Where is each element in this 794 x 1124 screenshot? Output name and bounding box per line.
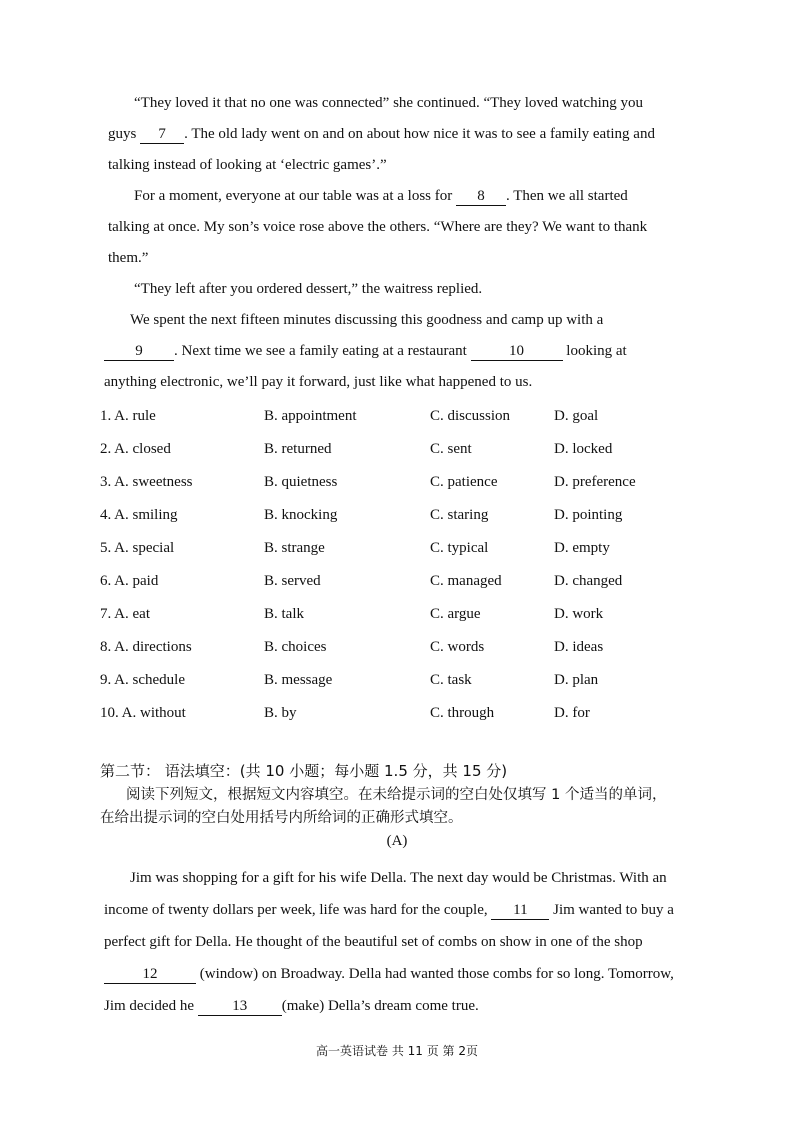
option-d[interactable]: D. pointing: [554, 507, 623, 523]
option-c[interactable]: C. typical: [430, 540, 489, 556]
blank-13[interactable]: 13: [198, 997, 282, 1016]
option-b[interactable]: B. returned: [264, 441, 332, 457]
blank-8[interactable]: 8: [456, 187, 506, 206]
option-c[interactable]: C. managed: [430, 573, 502, 589]
option-c[interactable]: C. sent: [430, 441, 472, 457]
option-d[interactable]: D. work: [554, 606, 604, 622]
option-b[interactable]: B. appointment: [264, 408, 357, 424]
option-row-7: [100, 600, 680, 633]
option-a[interactable]: 7. A. eat: [100, 606, 150, 622]
option-row-3: [100, 468, 680, 501]
option-b[interactable]: B. quietness: [264, 474, 338, 490]
option-a[interactable]: 10. A. without: [100, 705, 186, 721]
option-a[interactable]: 6. A. paid: [100, 573, 159, 589]
option-d[interactable]: D. goal: [554, 408, 599, 424]
page-footer: 高一英语试卷 共 11 页 第 2页: [316, 1044, 478, 1058]
option-b[interactable]: B. choices: [264, 639, 327, 655]
passage-paragraph-2: For a moment, everyone at our table was at a loss for 8 . Then we all started talking at once. My son’s voice rose above the others. “Where are they? We want to thank them.”: [108, 188, 648, 266]
option-d[interactable]: D. plan: [554, 672, 599, 688]
option-c[interactable]: C. argue: [430, 606, 481, 622]
option-a[interactable]: 5. A. special: [100, 540, 175, 556]
option-b[interactable]: B. talk: [264, 606, 304, 622]
option-row-10: [100, 699, 680, 732]
option-b[interactable]: B. by: [264, 705, 297, 721]
blank-10[interactable]: 10: [471, 342, 563, 361]
option-row-1: [100, 402, 680, 435]
option-c[interactable]: C. task: [430, 672, 472, 688]
blank-11[interactable]: 11: [491, 901, 549, 920]
option-a[interactable]: 2. A. closed: [100, 441, 171, 457]
passage-paragraph-4: We spent the next fifteen minutes discussing this goodness and camp up with a 9 . Next time we see a family eating at a restaurant 10 looking at anything electronic, we’ll pay it forward, just like what happened to us.: [104, 312, 627, 390]
option-a[interactable]: 4. A. smiling: [100, 507, 178, 523]
passage-paragraph-3: “They left after you ordered dessert,” the waitress replied.: [134, 281, 483, 297]
option-b[interactable]: B. strange: [264, 540, 325, 556]
option-c[interactable]: C. through: [430, 705, 495, 721]
option-d[interactable]: D. changed: [554, 573, 623, 589]
blank-7[interactable]: 7: [140, 125, 184, 144]
option-c[interactable]: C. staring: [430, 507, 489, 523]
option-c[interactable]: C. discussion: [430, 408, 511, 424]
option-row-6: [100, 567, 680, 600]
option-row-9: [100, 666, 680, 699]
option-d[interactable]: D. preference: [554, 474, 636, 490]
option-row-4: [100, 501, 680, 534]
option-a[interactable]: 9. A. schedule: [100, 672, 185, 688]
option-row-8: [100, 633, 680, 666]
option-b[interactable]: B. message: [264, 672, 333, 688]
part-label: (A): [386, 833, 408, 849]
options-table: [100, 402, 680, 732]
option-a[interactable]: 1. A. rule: [100, 408, 156, 424]
option-row-2: [100, 435, 680, 468]
option-d[interactable]: D. for: [554, 705, 590, 721]
option-c[interactable]: C. words: [430, 639, 485, 655]
passage-a-paragraph: Jim was shopping for a gift for his wife Della. The next day would be Christmas. With an income of twenty dollars per week, life was hard for the couple, 11 Jim wanted to buy a perfect gift for Della. He thought of the beautiful set of combs on show in one of the shop 12 (window) on Broadway. Della had wanted those combs for so long. Tomorrow, Jim decided he 13 (make) Della’s dream come true.: [104, 870, 674, 1014]
option-d[interactable]: D. locked: [554, 441, 613, 457]
option-d[interactable]: D. empty: [554, 540, 610, 556]
option-b[interactable]: B. knocking: [264, 507, 338, 523]
option-row-5: [100, 534, 680, 567]
blank-12[interactable]: 12: [104, 965, 196, 984]
option-d[interactable]: D. ideas: [554, 639, 604, 655]
option-a[interactable]: 8. A. directions: [100, 639, 192, 655]
passage-paragraph-1: “They loved it that no one was connected” she continued. “They loved watching you guys 7 . The old lady went on and on about how nice it was to see a family eating and talking instead of looking at ‘electric games’.”: [108, 95, 655, 173]
section-instruction: 阅读下列短文，根据短文内容填空。在未给提示词的空白处仅填写 1 个适当的单词，在给出提示词的空白处用括号内所给词的正确形式填空。: [100, 787, 667, 826]
section-title: 第二节： 语法填空：(共 10 小题；每小题 1.5 分，共 15 分): [100, 762, 508, 780]
blank-9[interactable]: 9: [104, 342, 174, 361]
option-a[interactable]: 3. A. sweetness: [100, 474, 193, 490]
option-c[interactable]: C. patience: [430, 474, 498, 490]
option-b[interactable]: B. served: [264, 573, 321, 589]
